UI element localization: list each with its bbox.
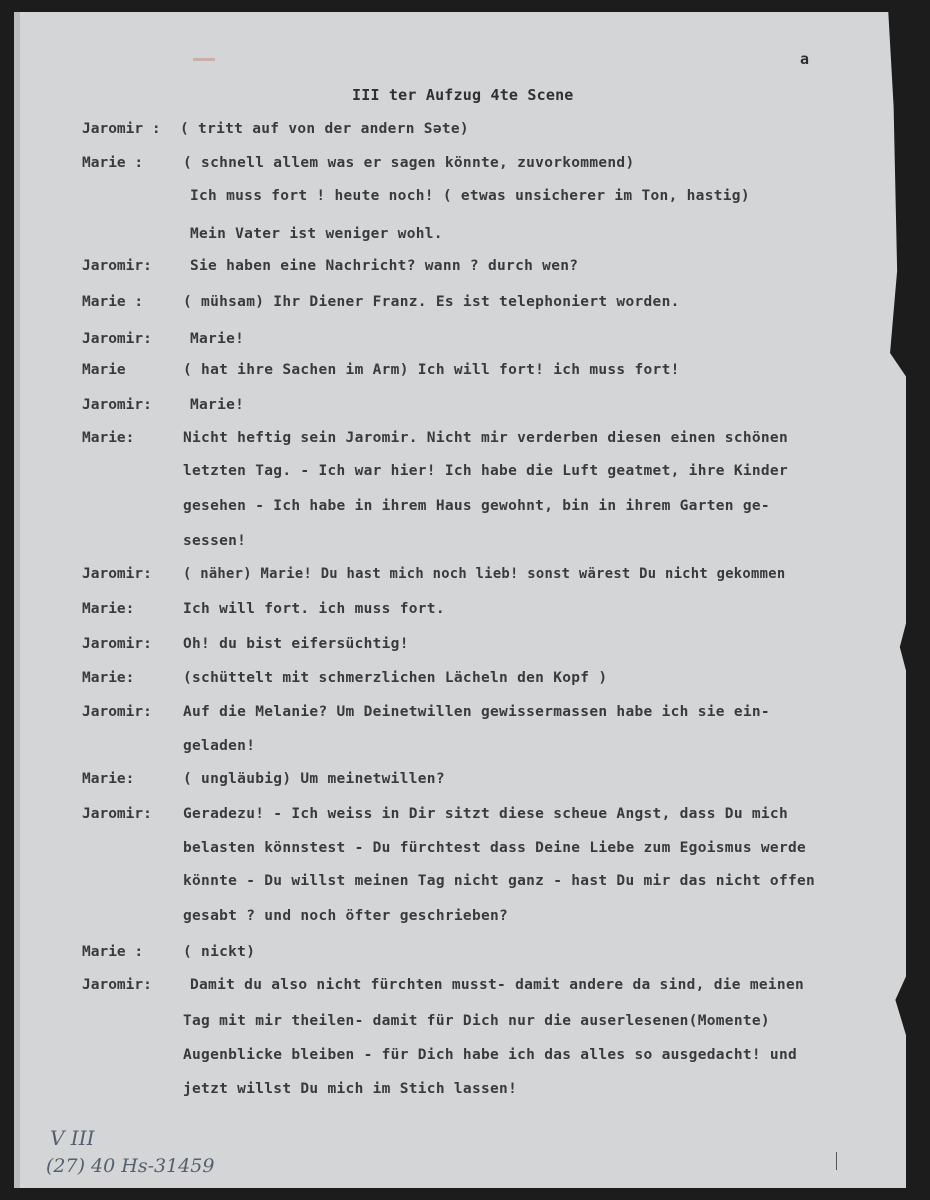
speaker-label: Marie: <box>82 430 135 446</box>
script-line: belasten könnstest - Du fürchtest dass Deine Liebe zum Egoismus werde <box>183 840 807 856</box>
speaker-label: Marie : <box>82 294 144 310</box>
script-line: gesabt ? und noch öfter geschrieben? <box>183 908 509 924</box>
speaker-label: Jaromir: <box>82 636 152 652</box>
speaker-label: Marie : <box>82 155 144 171</box>
script-line: ( näher) Marie! Du hast mich noch lieb! sonst wärest Du nicht gekommen <box>183 566 786 582</box>
script-line: sessen! <box>183 533 247 549</box>
script-line: Marie! <box>190 397 245 413</box>
script-line: Tag mit mir theilen- damit für Dich nur die auserlesenen(Momente) <box>183 1013 770 1029</box>
speaker-label: Marie <box>82 362 126 378</box>
speaker-label: Jaromir: <box>82 397 152 413</box>
page-letter: a <box>800 50 810 68</box>
speaker-label: Jaromir: <box>82 258 152 274</box>
script-line: (schüttelt mit schmerzlichen Lächeln den Kopf ) <box>183 670 608 686</box>
script-line: Augenblicke bleiben - für Dich habe ich das alles so ausgedacht! und <box>183 1047 798 1063</box>
scene-heading: III ter Aufzug 4te Scene <box>352 86 574 104</box>
script-line: Oh! du bist eifersüchtig! <box>183 636 409 652</box>
script-line: könnte - Du willst meinen Tag nicht ganz - hast Du mir das nicht offen <box>183 873 816 889</box>
speaker-label: Jaromir : <box>82 121 161 137</box>
script-line: ( hat ihre Sachen im Arm) Ich will fort! ich muss fort! <box>183 362 680 378</box>
script-line: letzten Tag. - Ich war hier! Ich habe die Luft geatmet, ihre Kinder <box>183 463 788 479</box>
speaker-label: Marie: <box>82 670 135 686</box>
margin-mark <box>836 1152 837 1170</box>
script-line: ( nickt) <box>183 944 256 960</box>
script-line: Damit du also nicht fürchten musst- damit andere da sind, die meinen <box>190 977 805 993</box>
script-line: Geradezu! - Ich weiss in Dir sitzt diese scheue Angst, dass Du mich <box>183 806 788 822</box>
script-line: ( tritt auf von der andern Sәte) <box>180 121 469 137</box>
script-line: Mein Vater ist weniger wohl. <box>190 226 443 242</box>
speaker-label: Jaromir: <box>82 977 152 993</box>
speaker-label: Jaromir: <box>82 806 152 822</box>
speaker-label: Jaromir: <box>82 704 152 720</box>
speaker-label: Marie: <box>82 601 135 617</box>
speaker-label: Marie : <box>82 944 144 960</box>
script-line: Sie haben eine Nachricht? wann ? durch wen? <box>190 258 579 274</box>
speaker-label: Jaromir: <box>82 566 152 582</box>
script-line: Nicht heftig sein Jaromir. Nicht mir verderben diesen einen schönen <box>183 430 788 446</box>
script-line: jetzt willst Du mich im Stich lassen! <box>183 1081 518 1097</box>
script-line: ( schnell allem was er sagen könnte, zuvorkommend) <box>183 155 635 171</box>
script-line: Marie! <box>190 331 245 347</box>
archive-note-top: V III <box>50 1126 95 1150</box>
script-line: ( mühsam) Ihr Diener Franz. Es ist telephoniert worden. <box>183 294 680 310</box>
speaker-label: Jaromir: <box>82 331 152 347</box>
script-line: Auf die Melanie? Um Deinetwillen gewissermassen habe ich sie ein- <box>183 704 770 720</box>
speaker-label: Marie: <box>82 771 135 787</box>
script-line: Ich will fort. ich muss fort. <box>183 601 445 617</box>
paper-smudge <box>193 58 215 61</box>
script-line: Ich muss fort ! heute noch! ( etwas unsicherer im Ton, hastig) <box>190 188 750 204</box>
script-line: ( ungläubig) Um meinetwillen? <box>183 771 445 787</box>
script-line: gesehen - Ich habe in ihrem Haus gewohnt, bin in ihrem Garten ge- <box>183 498 770 514</box>
archive-note-bottom: (27) 40 Hs-31459 <box>46 1155 215 1177</box>
script-line: geladen! <box>183 738 256 754</box>
